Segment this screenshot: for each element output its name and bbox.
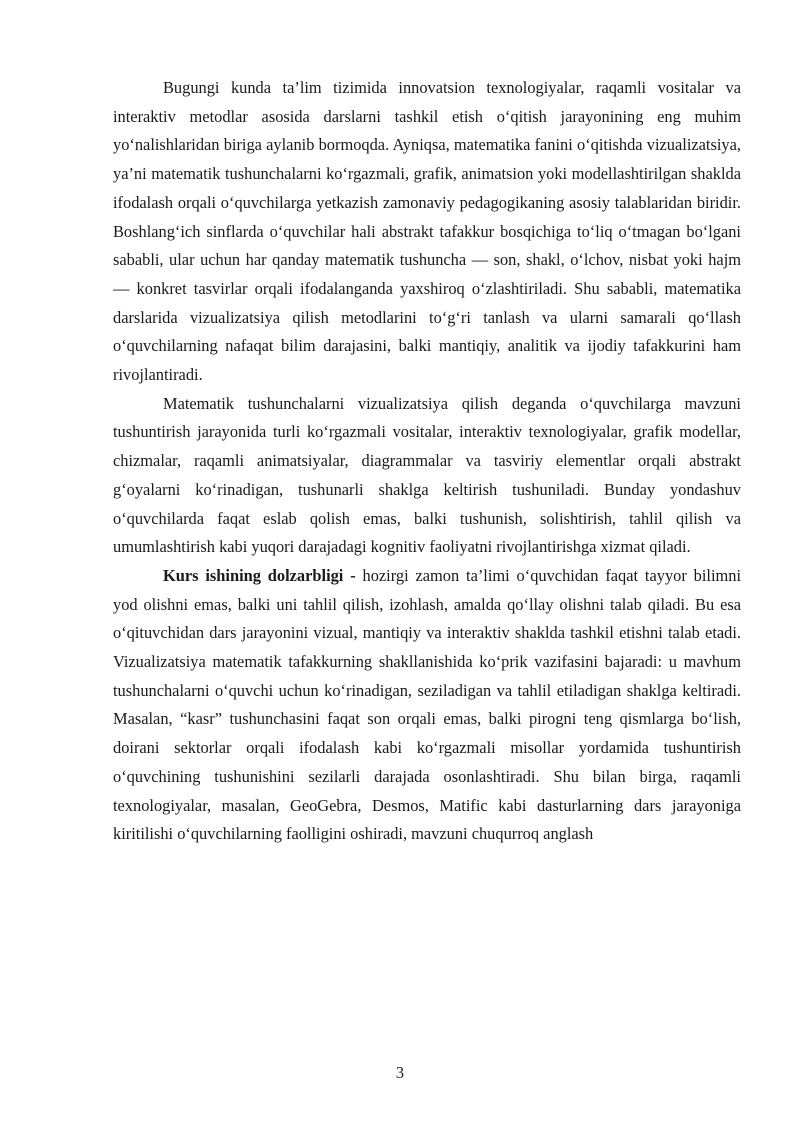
paragraph-intro-text: Bugungi kunda ta’lim tizimida innovatsion texnologiyalar, raqamli vositalar va interaktiv metodlar asosida darslarni tashkil etish o‘qitish jarayonining eng muhim yo‘nalishlaridan biriga aylanib bormoqda. Ayniqsa, matematika fanini o‘qitishda vizualizatsiya, ya’ni matematik tushunchalarni ko‘rgazmali, grafik, animatsion yoki modellashtirilgan shaklda ifodalash orqali o‘quvchilarga yetkazish zamonaviy pedagogikaning asosiy talablaridan biridir. Boshlang‘ich sinflarda o‘quvchilar hali abstrakt tafakkur bosqichiga to‘liq o‘tmagan bo‘lgani sababli, ular uchun har qanday matematik tushuncha — son, shakl, o‘lchov, nisbat yoki hajm — konkret tasvirlar orqali ifodalanganda yaxshiroq o‘zlashtiriladi. Shu sababli, matematika darslarida vizualizatsiya qilish metodlarini to‘g‘ri tanlash va ularni samarali qo‘llash o‘quvchilarning nafaqat bilim darajasini, balki mantiqiy, analitik va ijodiy tafakkurini ham rivojlantiradi. xyxy=(113,78,741,385)
paragraph-visualization-definition xyxy=(113,390,741,562)
paragraph-relevance xyxy=(113,562,741,849)
page-number: 3 xyxy=(395,1063,405,1082)
paragraph-relevance-text: hozirgi zamon ta’limi o‘quvchidan faqat tayyor bilimni yod olishni emas, balki uni tahlil qilish, izohlash, amalda qo‘llay olishni talab qiladi. Bu esa o‘qituvchidan dars jarayonini vizual, mantiqiy va interaktiv shaklda tashkil etishni talab etadi. Vizualizatsiya matematik tafakkurning shakllanishida ko‘prik vazifasini bajaradi: u mavhum tushunchalarni o‘quvchi uchun ko‘rinadigan, seziladigan va tahlil etiladigan shaklga keltiradi. Masalan, “kasr” tushunchasini faqat son orqali emas, balki pirogni teng qismlarga bo‘lish, doirani sektorlar orqali ifodalash kabi ko‘rgazmali misollar yordamida tushuntirish o‘quvchining tushunishini sezilarli darajada osonlashtiradi. Shu bilan birga, raqamli texnologiyalar, masalan, GeoGebra, Desmos, Matific kabi dasturlarning dars jarayoniga kiritilishi o‘quvchilarning faolligini oshiradi, mavzuni chuqurroq anglash xyxy=(113,565,741,844)
paragraph-intro xyxy=(113,74,741,390)
document-page xyxy=(113,74,741,849)
paragraph-visualization-definition-text: Matematik tushunchalarni vizualizatsiya qilish deganda o‘quvchilarga mavzuni tushuntirish jarayonida turli ko‘rgazmali vositalar, interaktiv texnologiyalar, grafik modellar, chizmalar, raqamli animatsiyalar, diagrammalar va tasviriy elementlar orqali abstrakt g‘oyalarni ko‘rinadigan, tushunarli shaklga keltirish tushuniladi. Bunday yondashuv o‘quvchilarda faqat eslab qolish emas, balki tushunish, solishtirish, tahlil qilish va umumlashtirish kabi yuqori darajadagi kognitiv faoliyatni rivojlantirishga xizmat qiladi. xyxy=(113,393,741,557)
paragraph-relevance-lead: Kurs ishining dolzarbligi - xyxy=(163,565,356,585)
